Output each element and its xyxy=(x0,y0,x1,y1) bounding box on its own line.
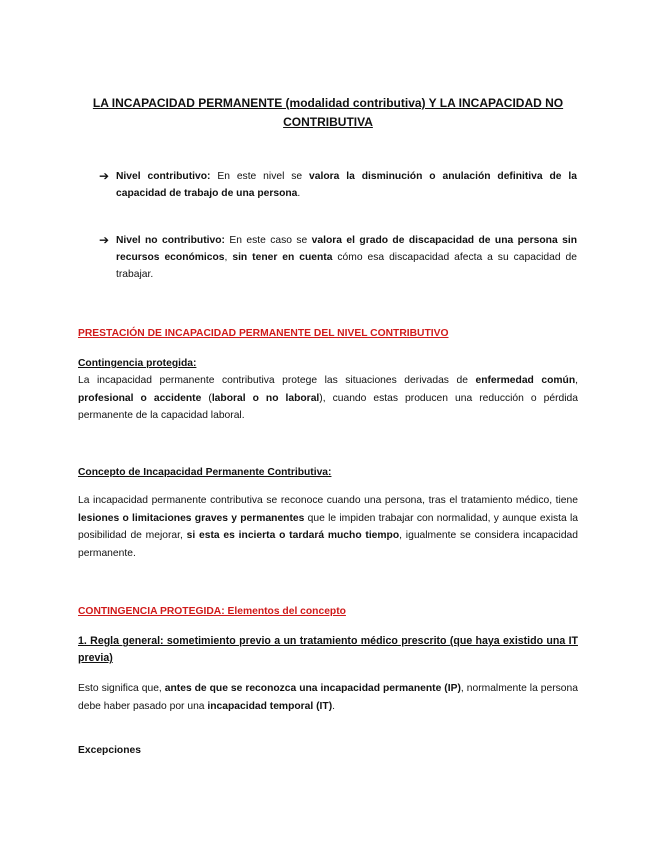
text-run: cómo esa discapacidad afecta a su capacidad de trabajar. xyxy=(116,252,577,280)
section-heading-contingencia: CONTINGENCIA PROTEGIDA: Elementos del concepto xyxy=(78,606,346,617)
bold-run: valora la disminución o anulación definitiva de la capacidad de trabajo de una persona xyxy=(116,171,578,199)
concepto-paragraph xyxy=(78,492,578,562)
arrow-bullet-icon: ➔ xyxy=(99,233,110,247)
section-heading-prestacion: PRESTACIÓN DE INCAPACIDAD PERMANENTE DEL NIVEL CONTRIBUTIVO xyxy=(78,328,449,339)
bold-run: laboral o no laboral xyxy=(211,392,320,404)
text-run: ), cuando estas producen una reducción o pérdida permanente de la capacidad laboral. xyxy=(78,392,578,421)
text-run: En este caso se xyxy=(224,235,312,246)
bold-run: si esta es incierta o tardará mucho tiempo xyxy=(186,530,400,541)
text-run: ( xyxy=(201,392,212,404)
concepto-title: Concepto de Incapacidad Permanente Contributiva: xyxy=(78,467,332,478)
bullet-text xyxy=(116,168,577,202)
regla-general-title: 1. Regla general: sometimiento previo a un tratamiento médico prescrito (que haya existido una IT previa) xyxy=(78,635,578,664)
arrow-bullet-icon: ➔ xyxy=(99,169,110,183)
text-run: Esto significa que, xyxy=(78,683,165,694)
document-title: LA INCAPACIDAD PERMANENTE (modalidad contributiva) Y LA INCAPACIDAD NO CONTRIBUTIVA xyxy=(92,96,564,129)
text-run: . xyxy=(297,188,301,199)
contingencia-paragraph xyxy=(78,372,578,425)
bullet-text xyxy=(116,232,577,283)
text-run: , xyxy=(224,252,233,263)
contingencia-title: Contingencia protegida: xyxy=(78,358,197,369)
text-run: , normalmente la persona debe haber pasado por una xyxy=(78,683,578,712)
text-run: . xyxy=(332,700,335,712)
text-run: , xyxy=(575,375,578,386)
bold-run: incapacidad temporal (IT) xyxy=(207,700,333,712)
bold-run: sin tener en cuenta xyxy=(232,252,333,263)
text-run: En este nivel se xyxy=(210,171,310,182)
bold-run: enfermedad común xyxy=(475,375,576,386)
bold-run: lesiones o limitaciones graves y permanentes xyxy=(78,512,305,524)
excepciones-heading: Excepciones xyxy=(78,745,141,756)
text-run: La incapacidad permanente contributiva protege las situaciones derivadas de xyxy=(78,375,476,386)
bold-run: profesional o accidente xyxy=(78,392,202,404)
text-run: La incapacidad permanente contributiva se reconoce cuando una persona, tras el tratamiento médico, tiene xyxy=(78,495,578,506)
regla-general-paragraph xyxy=(78,680,578,715)
bullet-term: Nivel no contributivo: xyxy=(116,235,225,246)
bold-run: valora el grado de discapacidad de una persona sin recursos económicos xyxy=(116,235,577,263)
text-run: , igualmente se considera incapacidad permanente. xyxy=(78,530,579,559)
bullet-term: Nivel contributivo: xyxy=(116,171,211,182)
bold-run: antes de que se reconozca una incapacidad permanente (IP) xyxy=(164,683,461,694)
text-run: que le impiden trabajar con normalidad, y aunque exista la posibilidad de mejorar, xyxy=(78,512,578,541)
